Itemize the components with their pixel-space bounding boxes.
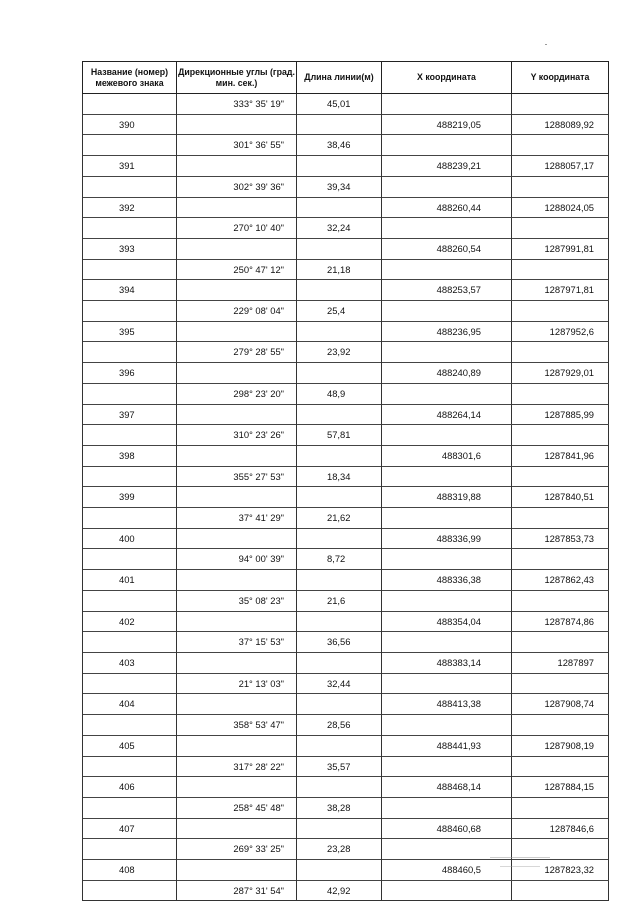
y-coordinate-cell: 1287853,73: [512, 528, 609, 549]
empty-cell: [512, 425, 609, 446]
x-coordinate-cell: 488336,99: [382, 528, 512, 549]
table-row-mark: [83, 280, 609, 301]
empty-cell: [382, 632, 512, 653]
line-length-cell: 42,92: [297, 880, 382, 901]
y-coordinate-cell: 1287991,81: [512, 238, 609, 259]
table-row-mark: [83, 528, 609, 549]
mark-name-cell: 400: [83, 528, 177, 549]
empty-cell: [177, 818, 297, 839]
table-row-segment: [83, 94, 609, 115]
empty-cell: [512, 673, 609, 694]
empty-cell: [512, 94, 609, 115]
direction-angle-cell: 270° 10' 40": [177, 218, 297, 239]
table-row-segment: [83, 176, 609, 197]
line-length-cell: 38,28: [297, 797, 382, 818]
mark-name-cell: 408: [83, 860, 177, 881]
table-row-segment: [83, 466, 609, 487]
empty-cell: [297, 528, 382, 549]
x-coordinate-cell: 488336,38: [382, 570, 512, 591]
empty-cell: [177, 777, 297, 798]
empty-cell: [512, 301, 609, 322]
direction-angle-cell: 302° 39' 36": [177, 176, 297, 197]
x-coordinate-cell: 488240,89: [382, 363, 512, 384]
empty-cell: [382, 259, 512, 280]
empty-cell: [177, 114, 297, 135]
line-length-cell: 21,18: [297, 259, 382, 280]
empty-cell: [512, 259, 609, 280]
empty-cell: [297, 611, 382, 632]
direction-angle-cell: 310° 23' 26": [177, 425, 297, 446]
y-coordinate-cell: 1287840,51: [512, 487, 609, 508]
line-length-cell: 18,34: [297, 466, 382, 487]
empty-cell: [382, 797, 512, 818]
empty-cell: [177, 652, 297, 673]
empty-cell: [83, 549, 177, 570]
empty-cell: [297, 694, 382, 715]
y-coordinate-cell: 1287952,6: [512, 321, 609, 342]
empty-cell: [83, 176, 177, 197]
empty-cell: [297, 238, 382, 259]
y-coordinate-cell: 1288024,05: [512, 197, 609, 218]
x-coordinate-cell: 488219,05: [382, 114, 512, 135]
empty-cell: [177, 197, 297, 218]
mark-name-cell: 401: [83, 570, 177, 591]
table-row-segment: [83, 549, 609, 570]
table-row-segment: [83, 508, 609, 529]
y-coordinate-cell: 1287884,15: [512, 777, 609, 798]
empty-cell: [512, 508, 609, 529]
empty-cell: [512, 880, 609, 901]
header-y-coordinate: Y координата: [512, 62, 609, 94]
table-row-segment: [83, 756, 609, 777]
empty-cell: [297, 818, 382, 839]
table-row-segment: [83, 218, 609, 239]
mark-name-cell: 405: [83, 735, 177, 756]
empty-cell: [382, 466, 512, 487]
y-coordinate-cell: 1287929,01: [512, 363, 609, 384]
empty-cell: [177, 611, 297, 632]
table-row-mark: [83, 818, 609, 839]
mark-name-cell: 397: [83, 404, 177, 425]
x-coordinate-cell: 488260,44: [382, 197, 512, 218]
empty-cell: [297, 487, 382, 508]
mark-name-cell: 404: [83, 694, 177, 715]
table-row-mark: [83, 487, 609, 508]
mark-name-cell: 395: [83, 321, 177, 342]
table-row-segment: [83, 301, 609, 322]
y-coordinate-cell: 1287874,86: [512, 611, 609, 632]
line-length-cell: 45,01: [297, 94, 382, 115]
empty-cell: [382, 508, 512, 529]
empty-cell: [512, 218, 609, 239]
line-length-cell: 35,57: [297, 756, 382, 777]
table-row-segment: [83, 632, 609, 653]
table-row-mark: [83, 652, 609, 673]
y-coordinate-cell: 1287846,6: [512, 818, 609, 839]
empty-cell: [382, 590, 512, 611]
empty-cell: [382, 549, 512, 570]
empty-cell: [177, 363, 297, 384]
table-row-segment: [83, 383, 609, 404]
empty-cell: [382, 94, 512, 115]
x-coordinate-cell: 488301,6: [382, 445, 512, 466]
y-coordinate-cell: 1287897: [512, 652, 609, 673]
x-coordinate-cell: 488354,04: [382, 611, 512, 632]
empty-cell: [512, 466, 609, 487]
empty-cell: [512, 383, 609, 404]
line-length-cell: 25,4: [297, 301, 382, 322]
table-header-row: [83, 62, 609, 94]
line-length-cell: 32,24: [297, 218, 382, 239]
direction-angle-cell: 229° 08' 04": [177, 301, 297, 322]
direction-angle-cell: 358° 53' 47": [177, 715, 297, 736]
x-coordinate-cell: 488253,57: [382, 280, 512, 301]
boundary-marks-table: [82, 61, 609, 901]
empty-cell: [83, 425, 177, 446]
line-length-cell: 23,28: [297, 839, 382, 860]
line-length-cell: 48,9: [297, 383, 382, 404]
direction-angle-cell: 317° 28' 22": [177, 756, 297, 777]
empty-cell: [382, 673, 512, 694]
empty-cell: [297, 156, 382, 177]
empty-cell: [83, 880, 177, 901]
mark-name-cell: 392: [83, 197, 177, 218]
direction-angle-cell: 298° 23' 20": [177, 383, 297, 404]
table-row-mark: [83, 611, 609, 632]
table-row-segment: [83, 715, 609, 736]
direction-angle-cell: 250° 47' 12": [177, 259, 297, 280]
line-length-cell: 23,92: [297, 342, 382, 363]
mark-name-cell: 406: [83, 777, 177, 798]
y-coordinate-cell: 1287971,81: [512, 280, 609, 301]
direction-angle-cell: 269° 33' 25": [177, 839, 297, 860]
direction-angle-cell: 37° 15' 53": [177, 632, 297, 653]
empty-cell: [83, 383, 177, 404]
empty-cell: [83, 218, 177, 239]
direction-angle-cell: 21° 13' 03": [177, 673, 297, 694]
mark-name-cell: 391: [83, 156, 177, 177]
scan-noise-mark: [490, 857, 550, 858]
mark-name-cell: 403: [83, 652, 177, 673]
empty-cell: [177, 404, 297, 425]
mark-name-cell: 399: [83, 487, 177, 508]
empty-cell: [297, 280, 382, 301]
survey-document-page: [82, 61, 608, 901]
table-row-segment: [83, 342, 609, 363]
empty-cell: [83, 632, 177, 653]
empty-cell: [177, 321, 297, 342]
x-coordinate-cell: 488460,5: [382, 860, 512, 881]
empty-cell: [83, 301, 177, 322]
empty-cell: [382, 756, 512, 777]
empty-cell: [512, 756, 609, 777]
line-length-cell: 8,72: [297, 549, 382, 570]
table-row-mark: [83, 570, 609, 591]
empty-cell: [177, 280, 297, 301]
empty-cell: [83, 135, 177, 156]
scan-noise-mark: [545, 44, 547, 45]
mark-name-cell: 393: [83, 238, 177, 259]
empty-cell: [83, 715, 177, 736]
empty-cell: [83, 673, 177, 694]
direction-angle-cell: 279° 28' 55": [177, 342, 297, 363]
x-coordinate-cell: 488468,14: [382, 777, 512, 798]
y-coordinate-cell: 1287908,74: [512, 694, 609, 715]
y-coordinate-cell: 1287823,32: [512, 860, 609, 881]
direction-angle-cell: 355° 27' 53": [177, 466, 297, 487]
empty-cell: [177, 860, 297, 881]
header-line-length: Длина линии(м): [297, 62, 382, 94]
empty-cell: [83, 839, 177, 860]
y-coordinate-cell: 1287862,43: [512, 570, 609, 591]
mark-name-cell: 390: [83, 114, 177, 135]
y-coordinate-cell: 1288057,17: [512, 156, 609, 177]
table-row-mark: [83, 860, 609, 881]
line-length-cell: 57,81: [297, 425, 382, 446]
table-row-segment: [83, 797, 609, 818]
table-row-segment: [83, 425, 609, 446]
x-coordinate-cell: 488413,38: [382, 694, 512, 715]
empty-cell: [177, 445, 297, 466]
empty-cell: [297, 445, 382, 466]
empty-cell: [512, 342, 609, 363]
mark-name-cell: 394: [83, 280, 177, 301]
table-row-segment: [83, 259, 609, 280]
empty-cell: [177, 528, 297, 549]
empty-cell: [512, 715, 609, 736]
direction-angle-cell: 287° 31' 54": [177, 880, 297, 901]
x-coordinate-cell: 488236,95: [382, 321, 512, 342]
empty-cell: [297, 197, 382, 218]
empty-cell: [297, 860, 382, 881]
direction-angle-cell: 301° 36' 55": [177, 135, 297, 156]
direction-angle-cell: 35° 08' 23": [177, 590, 297, 611]
empty-cell: [382, 425, 512, 446]
line-length-cell: 21,62: [297, 508, 382, 529]
direction-angle-cell: 37° 41' 29": [177, 508, 297, 529]
table-row-segment: [83, 590, 609, 611]
table-row-mark: [83, 197, 609, 218]
scan-noise-mark: [500, 866, 540, 867]
line-length-cell: 28,56: [297, 715, 382, 736]
header-mark-name: Название (номер) межевого знака: [83, 62, 177, 94]
table-row-segment: [83, 135, 609, 156]
empty-cell: [177, 487, 297, 508]
table-row-mark: [83, 404, 609, 425]
empty-cell: [512, 797, 609, 818]
x-coordinate-cell: 488460,68: [382, 818, 512, 839]
x-coordinate-cell: 488239,21: [382, 156, 512, 177]
empty-cell: [382, 135, 512, 156]
direction-angle-cell: 333° 35' 19": [177, 94, 297, 115]
direction-angle-cell: 258° 45' 48": [177, 797, 297, 818]
empty-cell: [83, 466, 177, 487]
table-row-mark: [83, 445, 609, 466]
table-row-segment: [83, 880, 609, 901]
empty-cell: [177, 570, 297, 591]
empty-cell: [382, 880, 512, 901]
empty-cell: [83, 342, 177, 363]
empty-cell: [512, 549, 609, 570]
y-coordinate-cell: 1288089,92: [512, 114, 609, 135]
empty-cell: [382, 301, 512, 322]
x-coordinate-cell: 488441,93: [382, 735, 512, 756]
empty-cell: [297, 735, 382, 756]
table-row-mark: [83, 735, 609, 756]
line-length-cell: 32,44: [297, 673, 382, 694]
x-coordinate-cell: 488319,88: [382, 487, 512, 508]
table-row-mark: [83, 238, 609, 259]
empty-cell: [177, 156, 297, 177]
empty-cell: [512, 632, 609, 653]
mark-name-cell: 407: [83, 818, 177, 839]
line-length-cell: 21,6: [297, 590, 382, 611]
table-row-mark: [83, 114, 609, 135]
empty-cell: [297, 321, 382, 342]
empty-cell: [83, 508, 177, 529]
empty-cell: [297, 652, 382, 673]
empty-cell: [382, 176, 512, 197]
empty-cell: [382, 715, 512, 736]
line-length-cell: 38,46: [297, 135, 382, 156]
empty-cell: [83, 259, 177, 280]
empty-cell: [177, 694, 297, 715]
empty-cell: [297, 570, 382, 591]
table-row-mark: [83, 363, 609, 384]
empty-cell: [297, 404, 382, 425]
empty-cell: [512, 135, 609, 156]
empty-cell: [512, 176, 609, 197]
empty-cell: [512, 590, 609, 611]
empty-cell: [382, 383, 512, 404]
empty-cell: [83, 94, 177, 115]
empty-cell: [83, 756, 177, 777]
line-length-cell: 39,34: [297, 176, 382, 197]
table-row-mark: [83, 777, 609, 798]
x-coordinate-cell: 488383,14: [382, 652, 512, 673]
empty-cell: [177, 238, 297, 259]
x-coordinate-cell: 488260,54: [382, 238, 512, 259]
empty-cell: [297, 114, 382, 135]
y-coordinate-cell: 1287885,99: [512, 404, 609, 425]
empty-cell: [177, 735, 297, 756]
empty-cell: [297, 777, 382, 798]
direction-angle-cell: 94° 00' 39": [177, 549, 297, 570]
mark-name-cell: 402: [83, 611, 177, 632]
empty-cell: [382, 218, 512, 239]
table-row-mark: [83, 694, 609, 715]
table-row-segment: [83, 673, 609, 694]
table-row-mark: [83, 321, 609, 342]
empty-cell: [382, 342, 512, 363]
table-row-mark: [83, 156, 609, 177]
header-x-coordinate: X координата: [382, 62, 512, 94]
empty-cell: [83, 797, 177, 818]
empty-cell: [297, 363, 382, 384]
line-length-cell: 36,56: [297, 632, 382, 653]
table-body: [83, 94, 609, 901]
y-coordinate-cell: 1287841,96: [512, 445, 609, 466]
mark-name-cell: 398: [83, 445, 177, 466]
header-direction-angle: Дирекционные углы (град. мин. сек.): [177, 62, 297, 94]
mark-name-cell: 396: [83, 363, 177, 384]
x-coordinate-cell: 488264,14: [382, 404, 512, 425]
empty-cell: [83, 590, 177, 611]
y-coordinate-cell: 1287908,19: [512, 735, 609, 756]
